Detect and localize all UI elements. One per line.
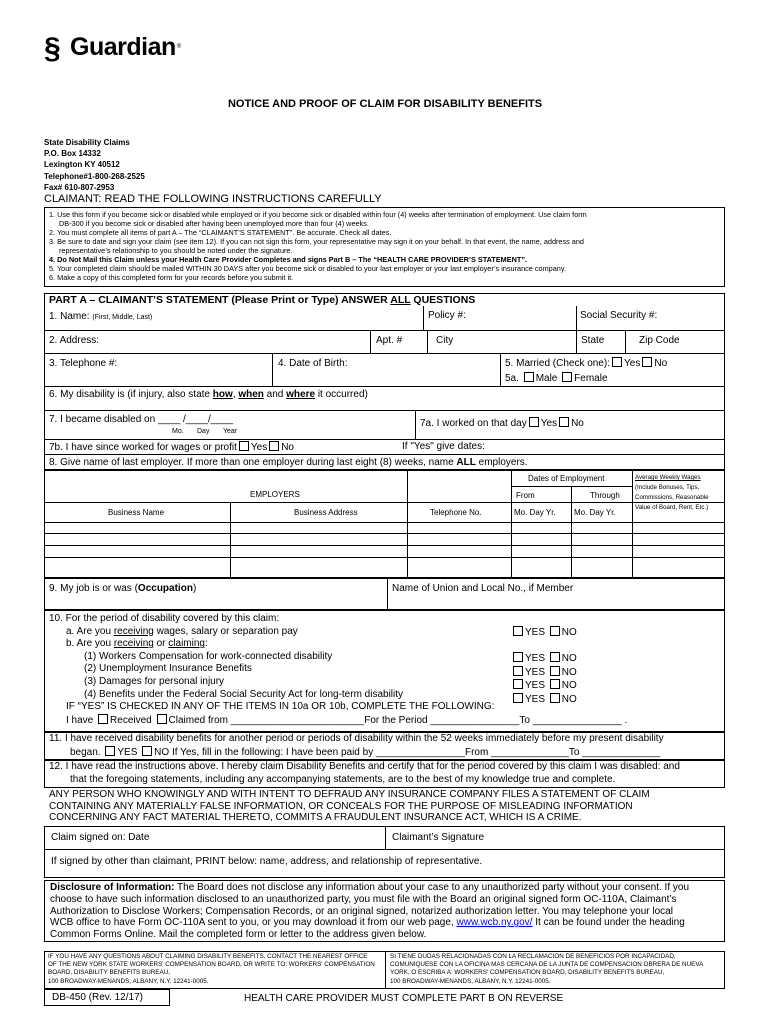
- give-dates-field[interactable]: If "Yes" give dates:: [402, 441, 485, 452]
- apt-field[interactable]: Apt. #: [376, 335, 403, 346]
- brand-name: Guardian: [70, 32, 176, 61]
- employers-header: EMPLOYERS: [250, 490, 300, 499]
- worked-no-checkbox[interactable]: [559, 417, 569, 427]
- form-id: DB-450 (Rev. 12/17): [52, 992, 143, 1003]
- q12-line: 12. I have read the instructions above. I hereby claim Disability Benefits and certify that for the period covered by this claim I was disabled: and: [49, 761, 680, 772]
- q11-answer-row: began. YES NO If Yes, fill in the following: I have been paid by ________________From ______________To ______________: [70, 746, 661, 758]
- instruction-item: DB-300 if you become sick or disabled after having been unemployed more than four (4) weeks.: [59, 219, 369, 228]
- disabled-on-field[interactable]: 7. I became disabled on ____ /____/____: [49, 414, 234, 425]
- address-line: State Disability Claims: [44, 138, 130, 147]
- q10b1-no-checkbox[interactable]: [550, 652, 560, 662]
- disability-field[interactable]: 6. My disability is (if injury, also state how, when and where it occurred): [49, 389, 368, 400]
- q10b: b. Are you receiving or claiming:: [66, 638, 208, 650]
- guardian-mark-icon: [44, 32, 66, 62]
- q11-question: 11. I have received disability benefits for another period or periods of disability within the 52 weeks immediately before my present disability: [49, 733, 664, 744]
- claim-date-field[interactable]: Claim signed on: Date: [51, 832, 150, 843]
- form-title: NOTICE AND PROOF OF CLAIM FOR DISABILITY BENEFITS: [227, 98, 543, 110]
- policy-field[interactable]: Policy #:: [428, 310, 466, 321]
- instruction-item: 4. Do Not Mail this Claim unless your Health Care Provider Completes and signs Part B – The “HEALTH CARE PROVIDER’S STATEMENT”.: [49, 255, 528, 264]
- claimant-signature-field[interactable]: Claimant’s Signature: [392, 832, 485, 843]
- instruction-item: 3. Be sure to date and sign your claim (see item 12). If you can not sign this form, your representative may sign it on your behalf. In that event, the name, address and: [49, 237, 584, 246]
- q10-answers: [511, 626, 577, 707]
- wcb-website-link[interactable]: www.wcb.ny.gov/: [456, 917, 533, 929]
- q10a-no-checkbox[interactable]: [550, 626, 560, 636]
- q10b4-no-checkbox[interactable]: [550, 693, 560, 703]
- instruction-item: 5. Your completed claim should be mailed WITHIN 30 DAYS after you become sick or disabled to your last employer or your last employer’s insurance company.: [49, 264, 566, 273]
- business-name-header: Business Name: [108, 508, 165, 517]
- q10a: a. Are you receiving wages, salary or separation pay: [66, 625, 298, 637]
- q10b4-yes-checkbox[interactable]: [513, 693, 523, 703]
- wages-header: Average Weekly Wages (Include Bonuses, Tips, Commissions, Reasonable Value of Board, Rent, Etc.): [635, 474, 709, 511]
- q11-no-checkbox[interactable]: [142, 746, 152, 756]
- q10a-yes-checkbox[interactable]: [513, 626, 523, 636]
- address-line: P.O. Box 14332: [44, 149, 101, 159]
- q10b4-answer: YES NO: [511, 693, 577, 707]
- address-line: Lexington KY 40512: [44, 160, 120, 170]
- month-hint: Mo.: [172, 428, 184, 435]
- svg-text:§: §: [44, 32, 61, 62]
- married-question: 5. Married (Check one): Yes No: [505, 358, 668, 369]
- from-header: From: [516, 491, 535, 500]
- q10b3-yes-checkbox[interactable]: [513, 679, 523, 689]
- q12-line: that the foregoing statements, including any accompanying statements, are to the best of my knowledge true and complete.: [70, 773, 616, 785]
- since-worked-no-checkbox[interactable]: [269, 441, 279, 451]
- address-fax: Fax# 610-807-2953: [44, 182, 115, 192]
- business-address-header: Business Address: [294, 508, 358, 517]
- q10b4: (4) Benefits under the Federal Social Security Act for long-term disability: [84, 688, 404, 700]
- through-sub-header: Mo. Day Yr.: [574, 508, 616, 517]
- q11-yes-checkbox[interactable]: [105, 746, 115, 756]
- married-yes-checkbox[interactable]: [612, 357, 622, 367]
- union-field[interactable]: Name of Union and Local No., if Member: [392, 583, 574, 594]
- zip-field[interactable]: Zip Code: [639, 335, 680, 346]
- day-hint: Day: [197, 428, 210, 435]
- q10b1: (1) Workers Compensation for work-connected disability: [84, 650, 333, 662]
- registered-mark: ®: [176, 44, 182, 50]
- year-hint: Year: [223, 428, 238, 435]
- instruction-item: 2. You must complete all items of part A – The “CLAIMANT’S STATEMENT”. Be accurate. Check all dates.: [49, 228, 392, 237]
- q10-intro: 10. For the period of disability covered by this claim:: [49, 613, 280, 624]
- q10b1-answer: YES NO: [511, 652, 577, 666]
- claims-address: [44, 137, 145, 193]
- q10b1-yes-checkbox[interactable]: [513, 652, 523, 662]
- instruction-item: 6. Make a copy of this completed form for your records before you submit it.: [49, 273, 294, 282]
- since-worked-question: 7b. I have since worked for wages or profit Yes No: [49, 442, 294, 453]
- male-checkbox[interactable]: [524, 372, 534, 382]
- worked-yes-checkbox[interactable]: [529, 417, 539, 427]
- married-no-checkbox[interactable]: [642, 357, 652, 367]
- representative-field[interactable]: If signed by other than claimant, PRINT below: name, address, and relationship of representative.: [51, 856, 483, 867]
- state-field[interactable]: State: [581, 335, 605, 346]
- part-b-reverse-note: HEALTH CARE PROVIDER MUST COMPLETE PART B ON REVERSE: [244, 993, 564, 1004]
- worked-on-day-question: 7a. I worked on that day Yes No: [420, 418, 584, 429]
- q10b2-no-checkbox[interactable]: [550, 666, 560, 676]
- contact-note-english: IF YOU HAVE ANY QUESTIONS ABOUT CLAIMING DISABILITY BENEFITS, CONTACT THE NEAREST OFFICE OF THE NEW YORK STATE WORKERS' COMPENSATION BOARD, OR WRITE TO: WORKERS' COMPENSATION BOARD, DISABILITY BENEFITS BUREAU, 100 BROADWAY-MENANDS, ALBANY, N.Y. 12241-0005.: [48, 953, 375, 985]
- q10b2-answer: YES NO: [511, 666, 577, 680]
- address-phone: Telephone#1-800-268-2525: [44, 171, 145, 181]
- instructions-heading: CLAIMANT: READ THE FOLLOWING INSTRUCTIONS CAREFULLY: [44, 193, 382, 205]
- female-checkbox[interactable]: [562, 372, 572, 382]
- telephone-field[interactable]: 3. Telephone #:: [49, 358, 118, 369]
- dob-field[interactable]: 4. Date of Birth:: [278, 358, 348, 369]
- dates-header: Dates of Employment: [528, 474, 605, 483]
- guardian-logo: [44, 32, 181, 62]
- q10b2: (2) Unemployment Insurance Benefits: [84, 663, 252, 675]
- last-employer-question: 8. Give name of last employer. If more than one employer during last eight (8) weeks, name ALL employers.: [49, 457, 528, 468]
- q10b3: (3) Damages for personal injury: [84, 675, 225, 687]
- disclosure-text: Disclosure of Information: The Board does not disclose any information about your case to any unauthorized party without your consent. If you choose to have such information disclosed to an unauthorized party, you must file with the Board an original signed form OC-110A, Claimant’s Authorization to Disclose Workers; Compensation Records, or an original signed, notarized authorization letter. You may telephone your local WCB office to have Form OC-110A sent to you, or you may download it from our web page, www.wcb.ny.gov/ It can be found under the heading Common Forms Online. Mail the completed form or letter to the address given below.: [50, 882, 690, 941]
- q10b3-no-checkbox[interactable]: [550, 679, 560, 689]
- sex-question: 5a. Male Female: [505, 373, 608, 384]
- occupation-field[interactable]: 9. My job is or was (Occupation): [49, 583, 197, 594]
- fraud-warning: ANY PERSON WHO KNOWINGLY AND WITH INTENT TO DEFRAUD ANY INSURANCE COMPANY FILES A STATEMENT OF CLAIM CONTAINING ANY MATERIALLY FALSE INFORMATION, OR CONCEALS FOR THE PURPOSE OF MISLEADING INFORMATION CONCERNING ANY FACT MATERIAL THERETO, COMMITS A FRAUDULENT INSURANCE ACT, WHICH IS A CRIME.: [49, 789, 650, 823]
- since-worked-yes-checkbox[interactable]: [239, 441, 249, 451]
- ssn-field[interactable]: Social Security #:: [580, 310, 658, 321]
- q12-section: [49, 761, 680, 786]
- from-sub-header: Mo. Day Yr.: [514, 508, 556, 517]
- name-field[interactable]: 1. Name: (First, Middle, Last): [49, 311, 153, 322]
- city-field[interactable]: City: [436, 335, 454, 346]
- q10a-answer: YES NO: [511, 626, 577, 640]
- claimed-checkbox[interactable]: [157, 714, 167, 724]
- instructions-box: [44, 207, 725, 287]
- telephone-header: Telephone No.: [430, 508, 482, 517]
- contact-note-spanish: SI TIENE DUDAS RELACIONADAS CON LA RECLAMACION DE BENEFICIOS POR INCAPACIDAD, COMUNIQUESE CON LA OFICINA MAS CERCANA DE LA JUNTA DE COMPENSACION OBRERA DE NUEVA YORK, O ESCRIBA A: WORKERS' COMPENSATION BOARD, DISABILITY BENEFITS BUREAU, 100 BROADWAY-MENANDS, ALBANY, N.Y. 12241-0005.: [390, 953, 704, 985]
- q10-received-row: I have Received Claimed from ________________________For the Period ________________To ________________ .: [66, 714, 628, 726]
- instruction-item: representative’s relationship to you should be noted under the signature.: [59, 246, 293, 255]
- through-header: Through: [590, 491, 620, 500]
- q10b3-answer: YES NO: [511, 679, 577, 693]
- received-checkbox[interactable]: [98, 714, 108, 724]
- instruction-item: 1. Use this form if you become sick or disabled while employed or if you become sick or disabled within four (4) weeks after termination of employment. Use claim form: [49, 210, 587, 219]
- part-a-heading: PART A – CLAIMANT’S STATEMENT (Please Print or Type) ANSWER ALL QUESTIONS: [49, 294, 476, 306]
- q11-section: [49, 733, 664, 759]
- address-field[interactable]: 2. Address:: [49, 335, 100, 346]
- q10b2-yes-checkbox[interactable]: [513, 666, 523, 676]
- q10-if-yes: IF “YES” IS CHECKED IN ANY OF THE ITEMS IN 10a OR 10b, COMPLETE THE FOLLOWING:: [66, 701, 495, 713]
